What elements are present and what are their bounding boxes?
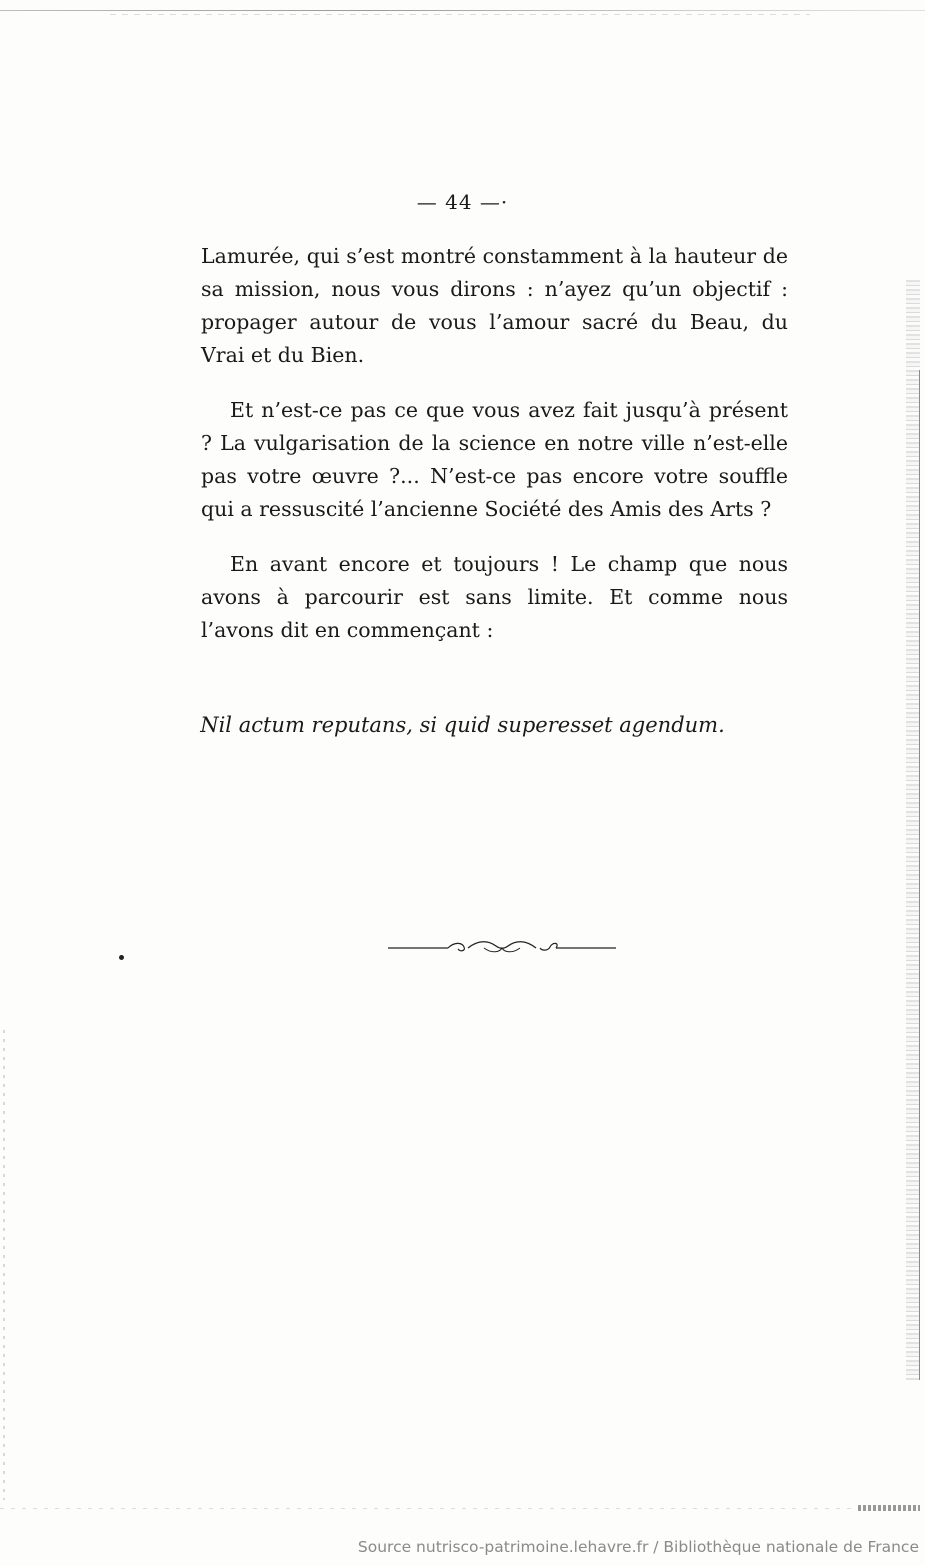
top-edge-rule <box>0 10 925 11</box>
fleuron-ornament-icon <box>388 938 616 958</box>
bottom-edge-rule <box>0 1508 860 1509</box>
body-text <box>201 240 788 647</box>
ink-spot <box>119 955 124 960</box>
corner-mark <box>858 1505 920 1511</box>
paragraph-3: En avant encore et toujours ! Le champ que nous avons à parcourir est sans limite. Et comme nous l’avons dit en commençant : <box>201 552 788 642</box>
paragraph-2: Et n’est-ce pas ce que vous avez fait jusqu’à présent ? La vulgarisation de la science en notre ville n’est-elle pas votre œuvre ?... N’est-ce pas encore votre souffle qui a ressuscité l’ancienne Société des Amis des Arts ? <box>201 398 788 521</box>
source-attribution: Source nutrisco-patrimoine.lehavre.fr / Bibliothèque nationale de France <box>357 1538 919 1556</box>
paragraph-1: Lamurée, qui s’est montré constamment à la hauteur de sa mission, nous vous dirons : n’ayez qu’un objectif : propager autour de vous l’amour sacré du Beau, du Vrai et du Bien. <box>201 244 788 367</box>
top-edge-noise <box>110 14 810 15</box>
latin-motto: Nil actum reputans, si quid superesset agendum. <box>200 713 725 737</box>
right-edge-line <box>919 370 920 1380</box>
left-page-edge <box>3 1030 5 1500</box>
right-page-edge <box>906 280 920 1380</box>
page-number: — 44 —· <box>416 190 509 214</box>
